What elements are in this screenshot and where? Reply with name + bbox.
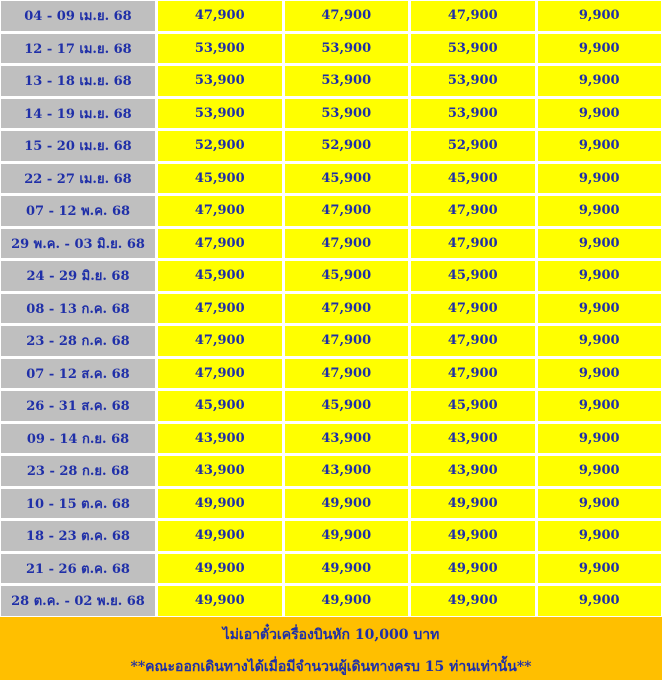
- price-cell-4: 9,900: [538, 294, 662, 324]
- departure-date-cell: 13 - 18 เม.ย. 68: [1, 66, 155, 96]
- price-cell-1: 47,900: [158, 326, 282, 356]
- no-ticket-deduction-note: ไม่เอาตั๋วเครื่องบินหัก 10,000 บาท: [222, 627, 440, 643]
- price-cell-1: 43,900: [158, 424, 282, 454]
- price-cell-2: 53,900: [285, 34, 409, 64]
- price-cell-2: 53,900: [285, 99, 409, 129]
- price-cell-1: 43,900: [158, 456, 282, 486]
- departure-date-cell: 09 - 14 ก.ย. 68: [1, 424, 155, 454]
- price-cell-3: 53,900: [411, 99, 535, 129]
- price-cell-4: 9,900: [538, 424, 662, 454]
- price-cell-3: 53,900: [411, 34, 535, 64]
- price-cell-3: 49,900: [411, 554, 535, 584]
- price-cell-1: 53,900: [158, 34, 282, 64]
- departure-date-cell: 29 พ.ค. - 03 มิ.ย. 68: [1, 229, 155, 259]
- table-row: [1, 1, 661, 31]
- departure-date-cell: 18 - 23 ต.ค. 68: [1, 521, 155, 551]
- table-row: [1, 131, 661, 161]
- price-cell-2: 49,900: [285, 554, 409, 584]
- price-cell-1: 47,900: [158, 229, 282, 259]
- price-cell-2: 43,900: [285, 424, 409, 454]
- price-cell-3: 43,900: [411, 424, 535, 454]
- price-cell-3: 47,900: [411, 1, 535, 31]
- departure-date-cell: 23 - 28 ก.ค. 68: [1, 326, 155, 356]
- departure-date-cell: 28 ต.ค. - 02 พ.ย. 68: [1, 586, 155, 616]
- price-cell-4: 9,900: [538, 456, 662, 486]
- table-row: [1, 196, 661, 226]
- price-cell-3: 45,900: [411, 164, 535, 194]
- price-cell-4: 9,900: [538, 229, 662, 259]
- price-cell-1: 45,900: [158, 261, 282, 291]
- price-cell-4: 9,900: [538, 99, 662, 129]
- price-cell-4: 9,900: [538, 586, 662, 616]
- price-cell-4: 9,900: [538, 391, 662, 421]
- price-cell-4: 9,900: [538, 164, 662, 194]
- table-row: [1, 359, 661, 389]
- price-cell-4: 9,900: [538, 554, 662, 584]
- price-cell-4: 9,900: [538, 261, 662, 291]
- price-cell-4: 9,900: [538, 131, 662, 161]
- price-cell-3: 47,900: [411, 294, 535, 324]
- departure-date-cell: 10 - 15 ต.ค. 68: [1, 489, 155, 519]
- price-cell-2: 49,900: [285, 489, 409, 519]
- price-cell-2: 53,900: [285, 66, 409, 96]
- price-cell-4: 9,900: [538, 1, 662, 31]
- price-cell-4: 9,900: [538, 359, 662, 389]
- table-row: [1, 66, 661, 96]
- price-cell-3: 45,900: [411, 261, 535, 291]
- price-cell-3: 47,900: [411, 196, 535, 226]
- price-cell-4: 9,900: [538, 326, 662, 356]
- departure-date-cell: 26 - 31 ส.ค. 68: [1, 391, 155, 421]
- table-row: [1, 554, 661, 584]
- price-cell-2: 45,900: [285, 391, 409, 421]
- table-row: [1, 391, 661, 421]
- price-cell-2: 49,900: [285, 521, 409, 551]
- price-cell-2: 45,900: [285, 164, 409, 194]
- table-row: [1, 424, 661, 454]
- departure-date-cell: 07 - 12 พ.ค. 68: [1, 196, 155, 226]
- table-row: [1, 586, 661, 616]
- table-row: [1, 326, 661, 356]
- departure-date-cell: 12 - 17 เม.ย. 68: [1, 34, 155, 64]
- price-cell-2: 47,900: [285, 359, 409, 389]
- price-cell-1: 49,900: [158, 554, 282, 584]
- price-cell-2: 43,900: [285, 456, 409, 486]
- price-cell-4: 9,900: [538, 66, 662, 96]
- departure-date-cell: 24 - 29 มิ.ย. 68: [1, 261, 155, 291]
- price-cell-3: 53,900: [411, 66, 535, 96]
- price-cell-4: 9,900: [538, 196, 662, 226]
- price-cell-1: 49,900: [158, 489, 282, 519]
- price-cell-2: 49,900: [285, 586, 409, 616]
- price-cell-2: 47,900: [285, 326, 409, 356]
- minimum-travelers-note: **คณะออกเดินทางได้เมื่อมีจำนวนผู้เดินทางครบ 15 ท่านเท่านั้น**: [130, 659, 532, 675]
- price-cell-3: 47,900: [411, 326, 535, 356]
- price-cell-1: 49,900: [158, 586, 282, 616]
- price-cell-3: 49,900: [411, 489, 535, 519]
- table-row: [1, 261, 661, 291]
- departure-date-cell: 04 - 09 เม.ย. 68: [1, 1, 155, 31]
- price-cell-3: 47,900: [411, 229, 535, 259]
- table-row: [1, 34, 661, 64]
- price-cell-4: 9,900: [538, 489, 662, 519]
- price-cell-3: 52,900: [411, 131, 535, 161]
- table-row: [1, 99, 661, 129]
- price-cell-1: 49,900: [158, 521, 282, 551]
- departure-date-cell: 14 - 19 เม.ย. 68: [1, 99, 155, 129]
- price-cell-2: 47,900: [285, 1, 409, 31]
- price-cell-1: 52,900: [158, 131, 282, 161]
- price-cell-1: 53,900: [158, 99, 282, 129]
- table-row: [1, 456, 661, 486]
- departure-date-cell: 21 - 26 ต.ค. 68: [1, 554, 155, 584]
- price-cell-4: 9,900: [538, 34, 662, 64]
- departure-date-cell: 22 - 27 เม.ย. 68: [1, 164, 155, 194]
- table-row: [1, 229, 661, 259]
- price-cell-3: 49,900: [411, 521, 535, 551]
- departure-date-cell: 23 - 28 ก.ย. 68: [1, 456, 155, 486]
- price-cell-1: 47,900: [158, 294, 282, 324]
- price-cell-2: 47,900: [285, 229, 409, 259]
- price-cell-4: 9,900: [538, 521, 662, 551]
- price-cell-1: 47,900: [158, 196, 282, 226]
- price-cell-1: 45,900: [158, 391, 282, 421]
- price-cell-3: 43,900: [411, 456, 535, 486]
- price-cell-2: 45,900: [285, 261, 409, 291]
- price-cell-2: 52,900: [285, 131, 409, 161]
- departure-date-cell: 07 - 12 ส.ค. 68: [1, 359, 155, 389]
- footer-note: [0, 617, 662, 680]
- price-cell-3: 47,900: [411, 359, 535, 389]
- price-cell-1: 53,900: [158, 66, 282, 96]
- price-cell-3: 45,900: [411, 391, 535, 421]
- table-row: [1, 164, 661, 194]
- departure-date-cell: 15 - 20 เม.ย. 68: [1, 131, 155, 161]
- price-cell-1: 45,900: [158, 164, 282, 194]
- price-cell-2: 47,900: [285, 294, 409, 324]
- table-row: [1, 489, 661, 519]
- price-cell-1: 47,900: [158, 1, 282, 31]
- price-table-body: [1, 1, 661, 616]
- departure-date-cell: 08 - 13 ก.ค. 68: [1, 294, 155, 324]
- table-row: [1, 294, 661, 324]
- price-cell-3: 49,900: [411, 586, 535, 616]
- table-row: [1, 521, 661, 551]
- price-cell-2: 47,900: [285, 196, 409, 226]
- price-cell-1: 47,900: [158, 359, 282, 389]
